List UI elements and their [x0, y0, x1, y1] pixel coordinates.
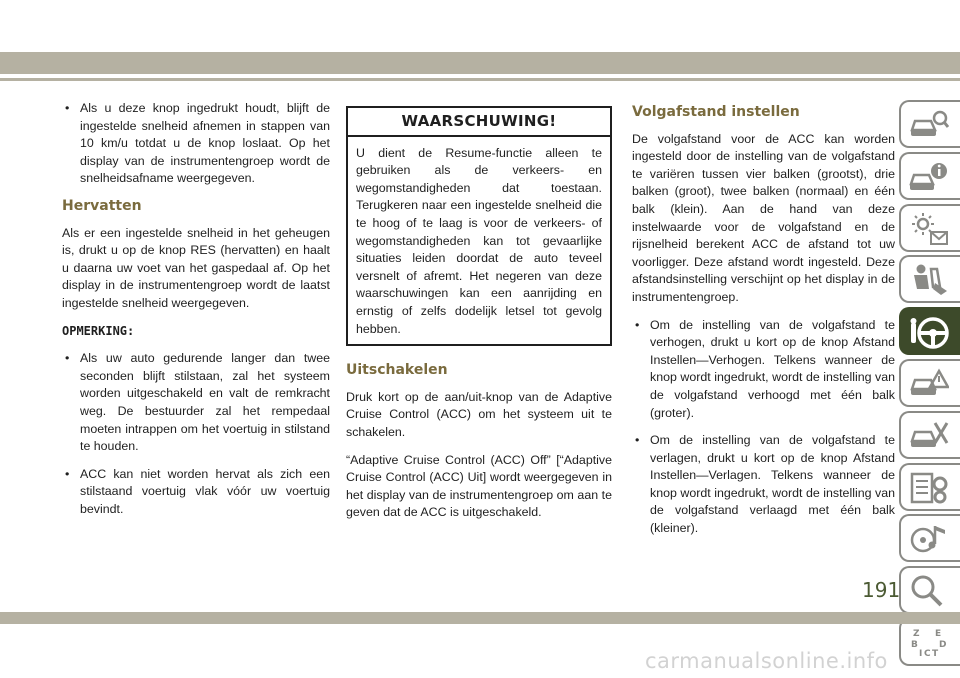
warning-box	[346, 106, 612, 346]
paragraph-uitschakelen-2: “Adaptive Cruise Control (ACC) Off” [“Adaptive Cruise Control (ACC) Uit] wordt weergegeven in het display van de instrumentengroep om aan te geven dat de ACC is uitgeschakeld.	[346, 452, 612, 520]
bullet-dot: •	[65, 101, 70, 115]
bullet-dot: •	[635, 433, 640, 448]
car-magnifier-icon	[909, 108, 949, 142]
paragraph-uitschakelen-1: Druk kort op de aan/uit-knop van de Adaptive Cruise Control (ACC) om het systeem uit te schakelen.	[346, 389, 612, 439]
chapter-tabs	[899, 100, 960, 670]
bullet-text: Om de instelling van de volgafstand te verhogen, drukt u kort op de knop Afstand Instellen—Verhogen. Telkens wanneer de knop wordt ingedrukt, wordt de instelling van de volgafstand verhoogd met één balk (groter).	[650, 317, 895, 420]
warning-title: WAARSCHUWING!	[348, 108, 610, 137]
seat-safety-icon	[909, 263, 949, 297]
tab-multimedia[interactable]	[899, 514, 960, 562]
bullet-text: Als u deze knop ingedrukt houdt, blijft de ingestelde snelheid afnemen in stappen van 10 km/u totdat u de knop loslaat. Op het display van de instrumentengroep wordt de snelheidsafname weergegeven.	[80, 101, 330, 186]
list-item	[62, 100, 330, 188]
svg-text:T: T	[932, 648, 939, 659]
bullet-dot: •	[65, 466, 70, 481]
car-info-icon	[909, 160, 949, 194]
steering-wheel-icon	[909, 315, 953, 351]
header-band	[0, 52, 960, 74]
page-number: 191	[862, 578, 901, 602]
bullet-dot: •	[635, 317, 640, 332]
car-hazard-icon	[909, 367, 949, 401]
heading-uitschakelen: Uitschakelen	[346, 362, 448, 379]
tab-car-hazard[interactable]	[899, 359, 960, 407]
tab-index[interactable]	[899, 618, 960, 666]
tab-car-magnifier[interactable]	[899, 100, 960, 148]
bullet-text: Om de instelling van de volgafstand te verlagen, drukt u kort op de knop Afstand Instellen—Verlagen. Telkens wanneer de knop wordt ingedrukt, wordt de instelling van de volgafstand verlaagd met één balk (kleiner).	[650, 433, 895, 536]
tab-search[interactable]	[899, 566, 960, 614]
bullet-text: ACC kan niet worden hervat als zich een stilstaand voertuig vlak vóór uw voertuig bevindt.	[80, 466, 330, 516]
svg-text:D: D	[939, 639, 947, 650]
tab-steering-wheel[interactable]	[899, 307, 960, 355]
bullet-text: Als uw auto gedurende langer dan twee seconden blijft stilstaan, zal het systeem worden uitgeschakeld en valt de remkracht weg. De bestuurder zal het rempedaal moeten intrappen om het voertuig in stilstand te houden.	[80, 351, 330, 454]
svg-text:Z: Z	[913, 628, 920, 639]
paragraph-volgafstand: De volgafstand voor de ACC kan worden ingesteld door de instelling van de volgafstand te variëren tussen vier balken (grootst), drie balken (groot), twee balken (normaal) en één balk (klein). Aan de hand van deze instelwaarde voor de volgafstand en de rijsnelheid berekent ACC de afstand tot uw voorligger. Deze afstand wordt ingesteld. Deze afstandsinstelling verschijnt op het display in de instrumentengroep.	[632, 131, 895, 304]
svg-text:B: B	[911, 639, 918, 650]
heading-volgafstand: Volgafstand instellen	[632, 104, 800, 120]
multimedia-icon	[909, 522, 949, 556]
tab-warning-lights[interactable]	[899, 204, 960, 252]
svg-text:I: I	[919, 648, 923, 659]
column-middle	[346, 106, 612, 532]
car-service-icon	[909, 419, 949, 453]
bullet-dot: •	[65, 351, 70, 366]
tab-maintenance-list[interactable]	[899, 463, 960, 511]
heading-hervatten: Hervatten	[62, 197, 142, 214]
search-icon	[909, 574, 949, 608]
note-label: OPMERKING:	[62, 323, 135, 338]
paragraph-hervatten: Als er een ingestelde snelheid in het geheugen is, drukt u op de knop RES (hervatten) en haalt u daarna uw voet van het gaspedaal af. Op het display in de instrumentengroep wordt de laatst ingestelde snelheid weergegeven.	[62, 225, 330, 310]
column-right	[632, 104, 895, 548]
warning-text: U dient de Resume-functie alleen te gebruiken als de verkeers- en wegomstandigheden dat toestaan. Terugkeren naar een ingestelde snelheid die te hoog of te laag is voor de verkeers- of wegomstandigheden kan tot gevaarlijke situaties leiden doordat de auto teveel versnelt of afremt. Het negeren van deze waarschuwingen kan een aanrijding en ernstig of zelfs dodelijk letsel tot gevolg hebben.	[356, 145, 602, 336]
list-item	[632, 317, 895, 423]
tab-seat-safety[interactable]	[899, 255, 960, 303]
maintenance-list-icon	[909, 471, 949, 505]
watermark: carmanualsonline.info	[645, 649, 888, 673]
footer-band	[0, 612, 960, 624]
list-item	[62, 466, 330, 519]
header-rule	[0, 78, 960, 81]
tab-car-info[interactable]	[899, 152, 960, 200]
svg-text:E: E	[935, 628, 942, 639]
index-letters-icon	[909, 626, 949, 660]
list-item	[62, 350, 330, 456]
list-item	[632, 432, 895, 538]
svg-text:C: C	[924, 648, 931, 659]
column-left	[62, 100, 330, 528]
warning-lights-icon	[909, 212, 949, 246]
tab-car-service[interactable]	[899, 411, 960, 459]
